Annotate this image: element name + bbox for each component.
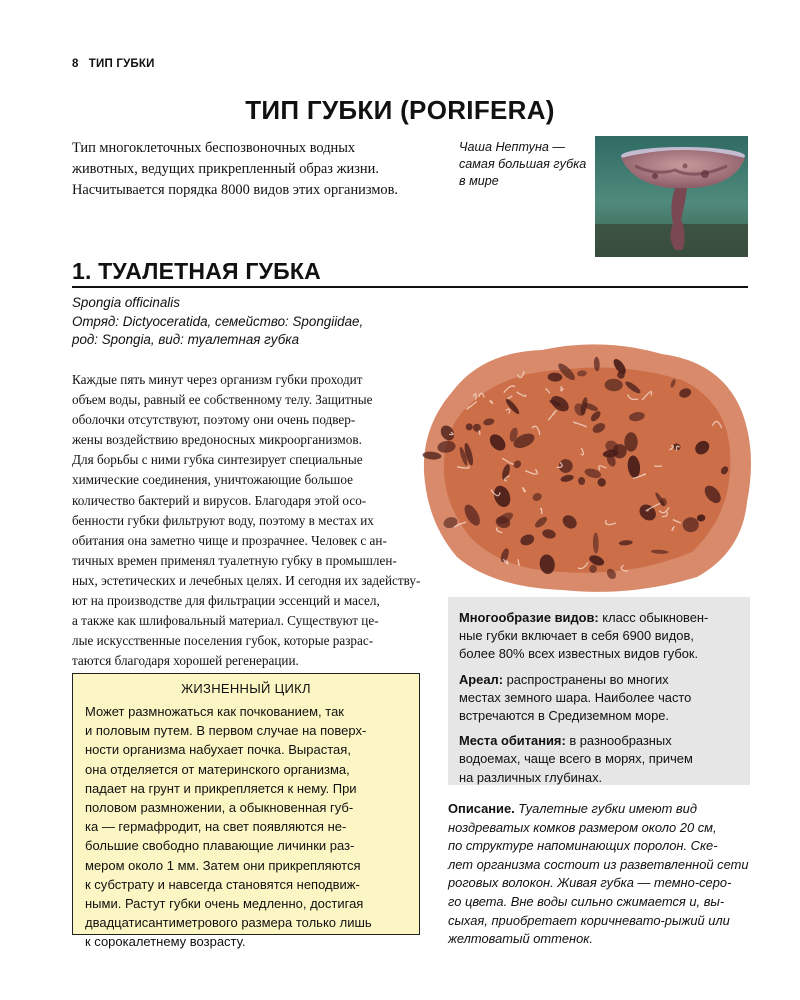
page-number: 8: [72, 58, 79, 70]
page-title: ТИП ГУБКИ (PORIFERA): [245, 95, 555, 125]
facts-box: [448, 597, 750, 785]
running-head-section: ТИП ГУБКИ: [88, 58, 155, 70]
life-cycle-box: [72, 673, 420, 950]
intro-paragraph: Тип многоклеточных беспозвоночных водных животных, ведущих прикрепленный образ жизни. Насчитывается порядка 8000 видов этих организмов.: [72, 140, 399, 198]
description-label: Описание.: [448, 801, 515, 816]
fact-species-diversity: [459, 609, 740, 664]
taxonomy-line-2: род: Spongia, вид: туалетная губка: [72, 332, 300, 347]
fact-label: Многообразие видов:: [459, 610, 599, 625]
body-paragraph: Каждые пять минут через организм губки проходит объем воды, равный ее собственному телу. Защитные оболочки отсутствуют, поэтому они очень подвер- жены воздействию вредоносных микроорганизмов. Для борьбы с ними губка синтезирует специальные химические соединения, уничтожающие большое количество бактерий и вирусов. Благодаря этой осо- бенности губки фильтруют воду, поэтому в местах их обитания она заметно чище и прозрачнее. Человек с ан- тичных времен применял туалетную губку в промышлен- ных, эстетических и лечебных целях. И сегодня их задейству- ют на производстве для фильтрации эссенций и масел, а также как шлифовальный материал. Существуют це- лые искусственные поселения губок, которые разрас- таются благодаря хорошей регенерации.: [72, 372, 421, 669]
running-head: [72, 58, 155, 70]
fact-range: [459, 671, 740, 726]
description-block: [448, 800, 753, 949]
fact-text: распространены во многих местах земного шара. Наиболее часто встречаются в Средиземном море.: [459, 671, 692, 724]
latin-name: Spongia officinalis: [72, 295, 180, 310]
section-title: 1. ТУАЛЕТНАЯ ГУБКА: [72, 258, 321, 284]
fact-label: Места обитания:: [459, 733, 566, 749]
taxonomy-line-1: Отряд: Dictyoceratida, семейство: Spongiidae,: [72, 313, 364, 329]
section-divider: [72, 286, 748, 288]
sponge-illustration: [412, 332, 757, 597]
fact-text: в разнообразных водоемах, чаще всего в морях, причем на различных глубинах.: [459, 733, 693, 785]
neptune-cup-photo: [595, 136, 748, 257]
fact-habitat: [459, 732, 740, 787]
photo-caption: Чаша Нептуна — самая большая губка в мире: [459, 140, 587, 188]
description-text: Туалетные губки имеют вид ноздреватых комков размером около 20 см, по структуре напоминающих поролон. Ске- лет организма состоит из разветвленной сети роговых волокон. Живая губка — темно-серо- го цвета. Вне воды сильно сжимается и, вы- сыхая, приобретает коричневато-рыжий или желтоватый оттенок.: [448, 801, 749, 947]
life-cycle-title: ЖИЗНЕННЫЙ ЦИКЛ: [181, 681, 311, 696]
fact-label: Ареал:: [459, 671, 504, 687]
life-cycle-text: Может размножаться как почкованием, так и половым путем. В первом случае на поверх- ности организма набухает почка. Вырастая, она отделяется от материнского организма, падает на грунт и прикрепляется к нему. При половом размножении, а обыкновенная губ- ка — гермафродит, на свет появляются не- большие свободно плавающие личинки раз- мером около 1 мм. Затем они прикрепляются к субстрату и навсегда становятся неподвиж- ными. Растут губки очень медленно, достигая двадцатисантиметрового размера только лишь к сорокалетнему возрасту.: [85, 704, 372, 950]
fact-text: класс обыкновен- ные губки включает в себя 6900 видов, более 80% всех известных видов губок.: [459, 610, 709, 662]
